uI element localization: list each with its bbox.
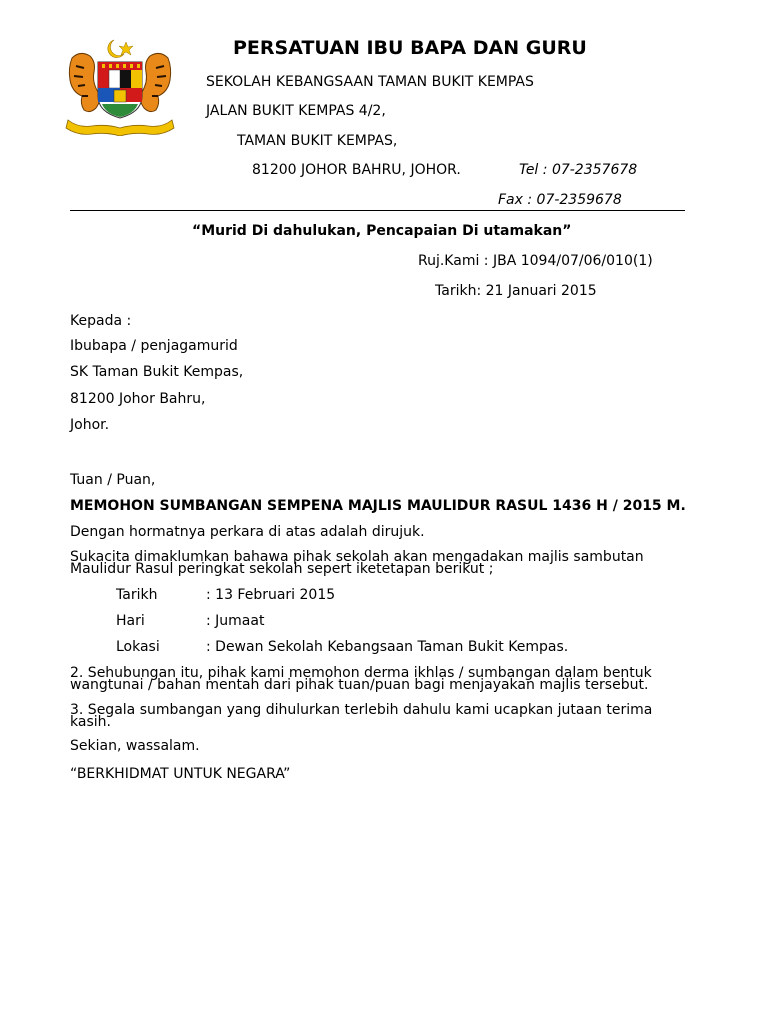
school-name: SEKOLAH KEBANGSAAN TAMAN BUKIT KEMPAS [206,74,534,90]
letter-subject: MEMOHON SUMBANGAN SEMPENA MAJLIS MAULIDUR RASUL 1436 H / 2015 M. [70,498,686,514]
header-divider [70,210,685,211]
malaysia-coat-of-arms-icon [62,36,178,136]
detail-value-location: : Dewan Sekolah Kebangsaan Taman Bukit Kempas. [206,639,569,655]
fax-number: Fax : 07-2359678 [498,192,622,208]
body-paragraph-4-line-1: 3. Segala sumbangan yang dihulurkan terlebih dahulu kami ucapkan jutaan terima [70,702,653,718]
body-paragraph-2-line-2: Maulidur Rasul peringkat sekolah sepert iketetapan berikut ; [70,561,494,577]
recipient-line: Johor. [70,417,110,433]
slogan: “BERKHIDMAT UNTUK NEGARA” [70,766,291,782]
closing: Sekian, wassalam. [70,738,200,754]
body-paragraph-3-line-2: wangtunai / bahan mentah dari pihak tuan/puan bagi menjayakan majlis tersebut. [70,677,649,693]
reference-number: Ruj.Kami : JBA 1094/07/06/010(1) [418,253,653,269]
address-line-3: 81200 JOHOR BAHRU, JOHOR. [252,162,461,178]
telephone-number: Tel : 07-2357678 [519,162,638,178]
body-paragraph-2-line-1: Sukacita dimaklumkan bahawa pihak sekolah akan mengadakan majlis sambutan [70,549,644,565]
salutation: Tuan / Puan, [70,472,156,488]
body-paragraph-1: Dengan hormatnya perkara di atas adalah dirujuk. [70,524,425,540]
address-line-2: TAMAN BUKIT KEMPAS, [237,133,398,149]
detail-label-date: Tarikh [116,587,158,603]
detail-value-day: : Jumaat [206,613,265,629]
organization-title: PERSATUAN IBU BAPA DAN GURU [233,37,587,59]
body-paragraph-3-line-1: 2. Sehubungan itu, pihak kami memohon derma ikhlas / sumbangan dalam bentuk [70,665,652,681]
school-motto: “Murid Di dahulukan, Pencapaian Di utamakan” [192,223,572,239]
body-paragraph-4-line-2: kasih. [70,714,111,730]
detail-label-day: Hari [116,613,145,629]
address-line-1: JALAN BUKIT KEMPAS 4/2, [206,103,386,119]
recipient-line: 81200 Johor Bahru, [70,391,206,407]
recipient-line: SK Taman Bukit Kempas, [70,364,244,380]
recipient-line: Ibubapa / penjagamurid [70,338,238,354]
detail-value-date: : 13 Februari 2015 [206,587,336,603]
detail-label-location: Lokasi [116,639,160,655]
letter-date: Tarikh: 21 Januari 2015 [435,283,597,299]
recipient-heading: Kepada : [70,313,132,329]
